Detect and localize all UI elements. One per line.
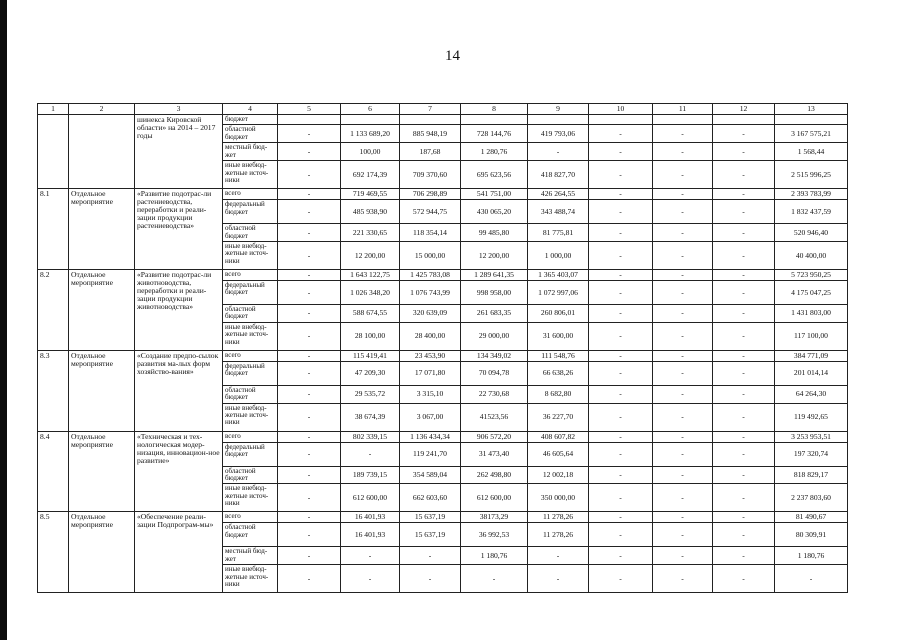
amount-cell: - <box>278 466 341 484</box>
header-row <box>38 104 848 115</box>
funding-source-cell: местный бюд-жет <box>223 143 278 161</box>
amount-cell: - <box>278 281 341 305</box>
amount-cell: - <box>653 565 713 593</box>
amount-cell: 1 136 434,34 <box>400 431 461 442</box>
amount-cell: - <box>278 350 341 361</box>
amount-cell: - <box>278 322 341 350</box>
amount-cell: - <box>713 322 775 350</box>
amount-cell: 1 643 122,75 <box>341 270 400 281</box>
amount-cell: - <box>713 200 775 224</box>
amount-cell: - <box>589 431 653 442</box>
amount-cell: 541 751,00 <box>461 189 528 200</box>
item-number-cell: 8.4 <box>38 431 69 512</box>
funding-source-cell: всего <box>223 189 278 200</box>
item-type-cell: Отдельное мероприятие <box>69 512 135 593</box>
amount-cell: - <box>278 442 341 466</box>
amount-cell: - <box>278 143 341 161</box>
amount-cell: 187,68 <box>400 143 461 161</box>
amount-cell: 15 000,00 <box>400 242 461 270</box>
amount-cell: 46 605,64 <box>528 442 589 466</box>
amount-cell: 350 000,00 <box>528 484 589 512</box>
funding-source-cell: всего <box>223 270 278 281</box>
funding-source-cell: местный бюд-жет <box>223 547 278 565</box>
amount-cell: - <box>775 565 848 593</box>
amount-cell: 1 180,76 <box>775 547 848 565</box>
amount-cell: - <box>713 361 775 385</box>
funding-source-cell: иные внебюд-жетные источ-ники <box>223 242 278 270</box>
amount-cell: - <box>589 547 653 565</box>
amount-cell: - <box>589 565 653 593</box>
amount-cell: - <box>713 442 775 466</box>
amount-cell <box>461 115 528 125</box>
amount-cell: - <box>713 466 775 484</box>
amount-cell: - <box>653 200 713 224</box>
funding-source-cell: иные внебюд-жетные источ-ники <box>223 565 278 593</box>
header-cell: 13 <box>775 104 848 115</box>
funding-source-cell: областной бюджет <box>223 466 278 484</box>
amount-cell: - <box>713 305 775 323</box>
amount-cell: 418 827,70 <box>528 161 589 189</box>
amount-cell: 12 200,00 <box>461 242 528 270</box>
funding-source-cell: федеральный бюджет <box>223 200 278 224</box>
amount-cell: - <box>713 281 775 305</box>
amount-cell: 117 100,00 <box>775 322 848 350</box>
amount-cell: - <box>589 466 653 484</box>
header-cell: 2 <box>69 104 135 115</box>
amount-cell <box>589 115 653 125</box>
amount-cell: - <box>589 161 653 189</box>
item-name-cell: «Развитие подотрас-ли растениеводства, переработки и реали-зации продукции растениеводства» <box>135 189 223 270</box>
funding-source-cell: иные внебюд-жетные источ-ники <box>223 161 278 189</box>
amount-cell: - <box>653 350 713 361</box>
amount-cell: 354 589,04 <box>400 466 461 484</box>
amount-cell: - <box>341 547 400 565</box>
item-number-cell: 8.5 <box>38 512 69 593</box>
amount-cell: 111 548,76 <box>528 350 589 361</box>
amount-cell: - <box>278 385 341 403</box>
amount-cell <box>653 115 713 125</box>
amount-cell: 1 000,00 <box>528 242 589 270</box>
amount-cell: 38173,29 <box>461 512 528 523</box>
amount-cell: - <box>278 189 341 200</box>
amount-cell: - <box>528 143 589 161</box>
item-type-cell <box>69 115 135 189</box>
item-name-cell: шинекса Кировской области» на 2014 – 2017 годы <box>135 115 223 189</box>
funding-source-cell: областной бюджет <box>223 125 278 143</box>
amount-cell: 612 600,00 <box>341 484 400 512</box>
amount-cell: 1 289 641,35 <box>461 270 528 281</box>
amount-cell: 692 174,39 <box>341 161 400 189</box>
amount-cell: 99 485,80 <box>461 224 528 242</box>
amount-cell: 16 401,93 <box>341 512 400 523</box>
amount-cell: 119 241,70 <box>400 442 461 466</box>
amount-cell <box>278 115 341 125</box>
amount-cell: - <box>653 125 713 143</box>
amount-cell: 11 278,26 <box>528 523 589 547</box>
amount-cell: - <box>589 242 653 270</box>
item-name-cell: «Создание предпо-сылок развития ма-лых форм хозяйство-вания» <box>135 350 223 431</box>
amount-cell: 29 000,00 <box>461 322 528 350</box>
amount-cell: 588 674,55 <box>341 305 400 323</box>
amount-cell: - <box>278 523 341 547</box>
amount-cell: - <box>713 484 775 512</box>
amount-cell: 134 349,02 <box>461 350 528 361</box>
amount-cell: - <box>713 547 775 565</box>
amount-cell: - <box>653 442 713 466</box>
funding-source-cell: иные внебюд-жетные источ-ники <box>223 484 278 512</box>
amount-cell: - <box>341 442 400 466</box>
amount-cell: - <box>589 361 653 385</box>
amount-cell: - <box>713 242 775 270</box>
amount-cell <box>775 115 848 125</box>
header-cell: 1 <box>38 104 69 115</box>
amount-cell: 12 002,18 <box>528 466 589 484</box>
item-type-cell: Отдельное мероприятие <box>69 270 135 351</box>
amount-cell: 1 026 348,20 <box>341 281 400 305</box>
amount-cell: 3 067,00 <box>400 403 461 431</box>
amount-cell: 119 492,65 <box>775 403 848 431</box>
amount-cell: - <box>713 270 775 281</box>
item-number-cell: 8.1 <box>38 189 69 270</box>
amount-cell: 1 832 437,59 <box>775 200 848 224</box>
amount-cell: 430 065,20 <box>461 200 528 224</box>
amount-cell: - <box>589 385 653 403</box>
amount-cell: - <box>278 224 341 242</box>
amount-cell: - <box>400 547 461 565</box>
amount-cell: 709 370,60 <box>400 161 461 189</box>
header-cell: 4 <box>223 104 278 115</box>
amount-cell: - <box>400 565 461 593</box>
funding-source-cell: всего <box>223 512 278 523</box>
item-type-cell: Отдельное мероприятие <box>69 350 135 431</box>
amount-cell: 1 280,76 <box>461 143 528 161</box>
amount-cell: 262 498,80 <box>461 466 528 484</box>
amount-cell: 2 515 996,25 <box>775 161 848 189</box>
amount-cell: 2 237 803,60 <box>775 484 848 512</box>
funding-source-cell: федеральный бюджет <box>223 442 278 466</box>
item-number-cell <box>38 115 69 189</box>
amount-cell: 520 946,40 <box>775 224 848 242</box>
amount-cell: - <box>653 143 713 161</box>
amount-cell: 343 488,74 <box>528 200 589 224</box>
amount-cell: - <box>653 189 713 200</box>
item-number-cell: 8.3 <box>38 350 69 431</box>
scan-edge <box>0 0 7 640</box>
funding-source-cell: иные внебюд-жетные источ-ники <box>223 403 278 431</box>
amount-cell: 36 992,53 <box>461 523 528 547</box>
amount-cell: 41523,56 <box>461 403 528 431</box>
amount-cell: - <box>653 161 713 189</box>
table-row <box>38 350 848 361</box>
table-row <box>38 431 848 442</box>
header-cell: 11 <box>653 104 713 115</box>
amount-cell: 115 419,41 <box>341 350 400 361</box>
amount-cell: - <box>653 385 713 403</box>
amount-cell: - <box>278 200 341 224</box>
amount-cell: - <box>713 143 775 161</box>
amount-cell: 419 793,06 <box>528 125 589 143</box>
amount-cell: - <box>278 565 341 593</box>
amount-cell: - <box>278 431 341 442</box>
amount-cell: 719 469,55 <box>341 189 400 200</box>
amount-cell: 11 278,26 <box>528 512 589 523</box>
amount-cell: - <box>589 484 653 512</box>
amount-cell: 201 014,14 <box>775 361 848 385</box>
amount-cell: - <box>653 466 713 484</box>
amount-cell: 728 144,76 <box>461 125 528 143</box>
amount-cell: 23 453,90 <box>400 350 461 361</box>
header-cell: 5 <box>278 104 341 115</box>
amount-cell: 22 730,68 <box>461 385 528 403</box>
amount-cell: - <box>589 512 653 523</box>
amount-cell: - <box>589 322 653 350</box>
amount-cell: - <box>278 403 341 431</box>
amount-cell: 118 354,14 <box>400 224 461 242</box>
amount-cell: 426 264,55 <box>528 189 589 200</box>
header-cell: 6 <box>341 104 400 115</box>
amount-cell: 66 638,26 <box>528 361 589 385</box>
amount-cell: 485 938,90 <box>341 200 400 224</box>
amount-cell: 3 167 575,21 <box>775 125 848 143</box>
amount-cell: 31 600,00 <box>528 322 589 350</box>
amount-cell: - <box>278 484 341 512</box>
amount-cell: 260 806,01 <box>528 305 589 323</box>
amount-cell: - <box>528 565 589 593</box>
amount-cell: - <box>278 361 341 385</box>
amount-cell: 384 771,09 <box>775 350 848 361</box>
amount-cell: 36 227,70 <box>528 403 589 431</box>
amount-cell: - <box>278 547 341 565</box>
amount-cell: - <box>713 125 775 143</box>
amount-cell: - <box>278 125 341 143</box>
header-cell: 3 <box>135 104 223 115</box>
amount-cell: - <box>589 143 653 161</box>
funding-source-cell: федеральный бюджет <box>223 281 278 305</box>
amount-cell: - <box>278 270 341 281</box>
amount-cell: 197 320,74 <box>775 442 848 466</box>
amount-cell: - <box>589 270 653 281</box>
amount-cell: 31 473,40 <box>461 442 528 466</box>
funding-source-cell: областной бюджет <box>223 523 278 547</box>
amount-cell: - <box>713 565 775 593</box>
amount-cell: 70 094,78 <box>461 361 528 385</box>
amount-cell: 1 425 783,08 <box>400 270 461 281</box>
amount-cell: 81 490,67 <box>775 512 848 523</box>
amount-cell: 695 623,56 <box>461 161 528 189</box>
amount-cell: 16 401,93 <box>341 523 400 547</box>
amount-cell: - <box>278 512 341 523</box>
amount-cell <box>528 115 589 125</box>
amount-cell: - <box>589 403 653 431</box>
amount-cell: 4 175 047,25 <box>775 281 848 305</box>
amount-cell: - <box>653 523 713 547</box>
amount-cell: - <box>461 565 528 593</box>
amount-cell: - <box>713 161 775 189</box>
item-type-cell: Отдельное мероприятие <box>69 431 135 512</box>
amount-cell: - <box>589 281 653 305</box>
amount-cell: - <box>589 442 653 466</box>
header-cell: 8 <box>461 104 528 115</box>
amount-cell: - <box>713 189 775 200</box>
amount-cell: 408 607,82 <box>528 431 589 442</box>
header-cell: 12 <box>713 104 775 115</box>
amount-cell: - <box>278 305 341 323</box>
amount-cell: 28 100,00 <box>341 322 400 350</box>
amount-cell: 1 568,44 <box>775 143 848 161</box>
amount-cell: - <box>653 305 713 323</box>
item-number-cell: 8.2 <box>38 270 69 351</box>
item-name-cell: «Развитие подотрас-ли животноводства, переработки и реали-зации продукции животноводства» <box>135 270 223 351</box>
page-number: 14 <box>445 48 460 64</box>
amount-cell: - <box>589 523 653 547</box>
amount-cell: 12 200,00 <box>341 242 400 270</box>
amount-cell: - <box>713 350 775 361</box>
funding-source-cell: бюджет <box>223 115 278 125</box>
amount-cell: - <box>278 161 341 189</box>
amount-cell: 320 639,09 <box>400 305 461 323</box>
amount-cell: - <box>653 431 713 442</box>
table-row <box>38 512 848 523</box>
amount-cell: - <box>713 523 775 547</box>
amount-cell: - <box>653 281 713 305</box>
amount-cell: 29 535,72 <box>341 385 400 403</box>
amount-cell: - <box>589 350 653 361</box>
header-cell: 10 <box>589 104 653 115</box>
header-cell: 9 <box>528 104 589 115</box>
amount-cell: - <box>713 385 775 403</box>
amount-cell: 189 739,15 <box>341 466 400 484</box>
amount-cell <box>400 115 461 125</box>
financing-table <box>37 103 848 593</box>
amount-cell: - <box>278 242 341 270</box>
table-row <box>38 115 848 125</box>
amount-cell: 998 958,00 <box>461 281 528 305</box>
amount-cell: 100,00 <box>341 143 400 161</box>
funding-source-cell: всего <box>223 350 278 361</box>
amount-cell: - <box>653 361 713 385</box>
amount-cell: 40 400,00 <box>775 242 848 270</box>
amount-cell <box>341 115 400 125</box>
amount-cell: 261 683,35 <box>461 305 528 323</box>
amount-cell: - <box>589 125 653 143</box>
amount-cell: - <box>653 270 713 281</box>
amount-cell: 1 133 689,20 <box>341 125 400 143</box>
amount-cell: 1 180,76 <box>461 547 528 565</box>
amount-cell: - <box>653 224 713 242</box>
funding-source-cell: областной бюджет <box>223 305 278 323</box>
amount-cell: 28 400,00 <box>400 322 461 350</box>
funding-source-cell: областной бюджет <box>223 224 278 242</box>
amount-cell <box>713 115 775 125</box>
amount-cell: 8 682,80 <box>528 385 589 403</box>
amount-cell: - <box>713 403 775 431</box>
amount-cell: - <box>341 565 400 593</box>
amount-cell: 47 209,30 <box>341 361 400 385</box>
item-name-cell: «Обеспечение реали-зации Подпрограм-мы» <box>135 512 223 593</box>
amount-cell: 885 948,19 <box>400 125 461 143</box>
amount-cell: 2 393 783,99 <box>775 189 848 200</box>
amount-cell: 5 723 950,25 <box>775 270 848 281</box>
amount-cell: - <box>713 224 775 242</box>
amount-cell: 15 637,19 <box>400 512 461 523</box>
amount-cell: - <box>653 547 713 565</box>
amount-cell: - <box>589 200 653 224</box>
amount-cell: 17 071,80 <box>400 361 461 385</box>
amount-cell: - <box>589 305 653 323</box>
amount-cell: 662 603,60 <box>400 484 461 512</box>
amount-cell: - <box>713 431 775 442</box>
amount-cell: - <box>589 224 653 242</box>
amount-cell: 802 339,15 <box>341 431 400 442</box>
amount-cell: 1 365 403,07 <box>528 270 589 281</box>
amount-cell: - <box>653 322 713 350</box>
item-type-cell: Отдельное мероприятие <box>69 189 135 270</box>
amount-cell: 221 330,65 <box>341 224 400 242</box>
amount-cell: - <box>653 512 713 523</box>
amount-cell: 1 431 803,00 <box>775 305 848 323</box>
amount-cell: 572 944,75 <box>400 200 461 224</box>
amount-cell: 906 572,20 <box>461 431 528 442</box>
table-row <box>38 189 848 200</box>
amount-cell: 3 315,10 <box>400 385 461 403</box>
amount-cell: 64 264,30 <box>775 385 848 403</box>
funding-source-cell: областной бюджет <box>223 385 278 403</box>
amount-cell: - <box>713 512 775 523</box>
amount-cell: - <box>653 403 713 431</box>
amount-cell: 818 829,17 <box>775 466 848 484</box>
funding-source-cell: иные внебюд-жетные источ-ники <box>223 322 278 350</box>
amount-cell: 80 309,91 <box>775 523 848 547</box>
funding-source-cell: всего <box>223 431 278 442</box>
item-name-cell: «Техническая и тех-нологическая модер-низация, инновацион-ное развитие» <box>135 431 223 512</box>
amount-cell: - <box>528 547 589 565</box>
amount-cell: - <box>589 189 653 200</box>
amount-cell: - <box>653 242 713 270</box>
amount-cell: 3 253 953,51 <box>775 431 848 442</box>
table-row <box>38 270 848 281</box>
amount-cell: - <box>653 484 713 512</box>
header-cell: 7 <box>400 104 461 115</box>
amount-cell: 612 600,00 <box>461 484 528 512</box>
funding-source-cell: федеральный бюджет <box>223 361 278 385</box>
amount-cell: 38 674,39 <box>341 403 400 431</box>
amount-cell: 15 637,19 <box>400 523 461 547</box>
amount-cell: 706 298,89 <box>400 189 461 200</box>
amount-cell: 1 076 743,99 <box>400 281 461 305</box>
amount-cell: 1 072 997,06 <box>528 281 589 305</box>
amount-cell: 81 775,81 <box>528 224 589 242</box>
